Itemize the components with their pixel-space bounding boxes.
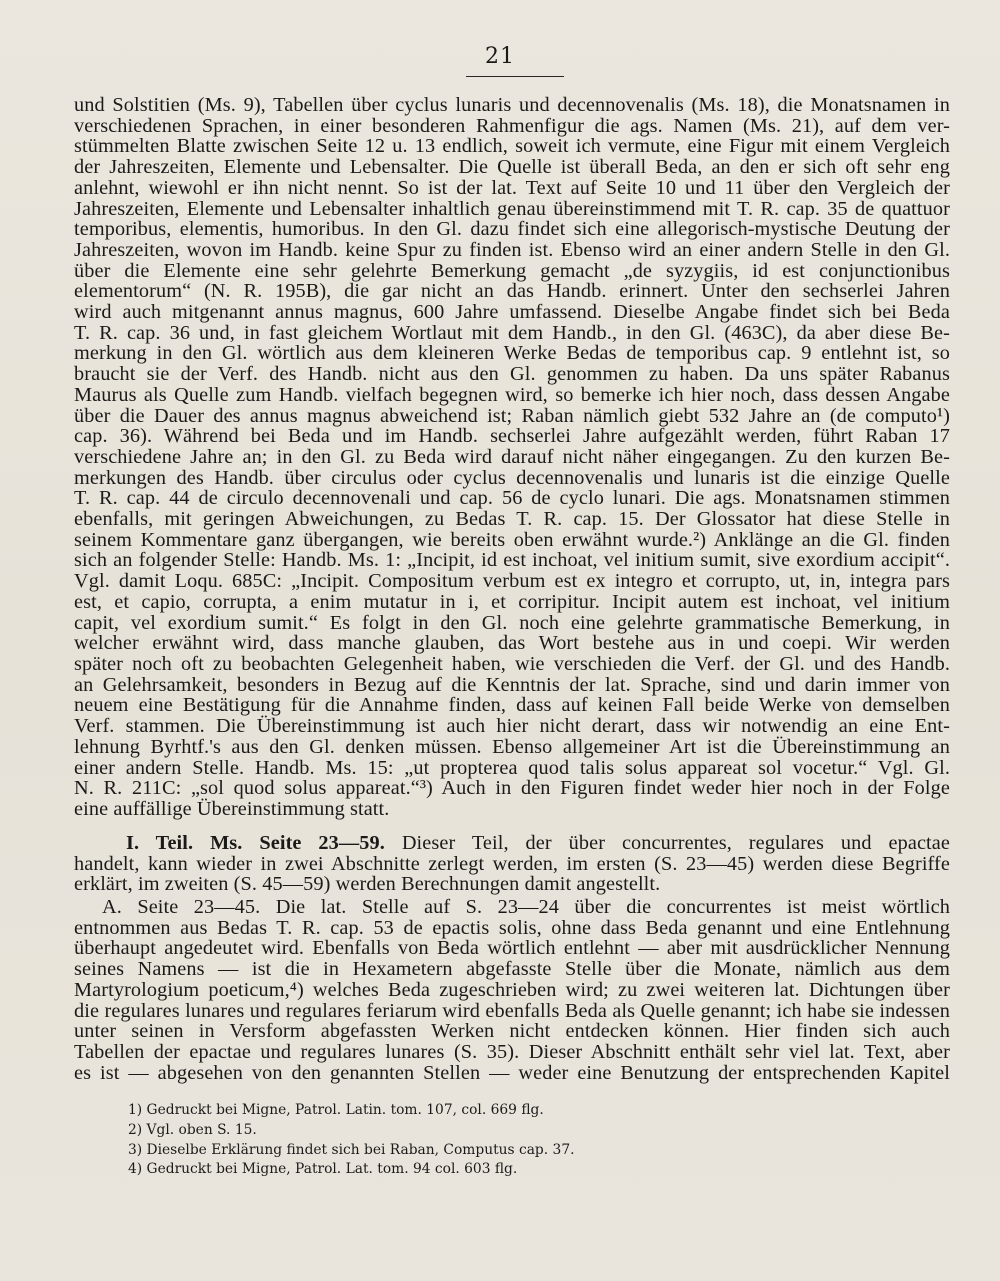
- text-line: die regulares lunares und regulares feriarum wird ebenfalls Beda als Quelle genannt; ich habe sie indessen: [74, 999, 950, 1022]
- text-line: T. R. cap. 36 und, in fast gleichem Wortlaut mit dem Handb., in den Gl. (463C), da aber diese Be-: [74, 321, 950, 344]
- text-line: und Solstitien (Ms. 9), Tabellen über cyclus lunaris und decennovenalis (Ms. 18), die Monatsnamen in: [74, 94, 950, 116]
- footnotes: [128, 1101, 688, 1180]
- footnote: 2) Vgl. oben S. 15.: [128, 1121, 257, 1138]
- text-line: seinem Kommentare ganz übergangen, wie bereits oben erwähnt wurde.²) Anklänge an die Gl. finden: [74, 528, 950, 551]
- text-line: cap. 36). Während bei Beda und im Handb. sechserlei Jahre aufgezählt werden, führt Raban 17: [74, 425, 950, 448]
- text-line: est, et capio, corrupta, a enim mutatur in i, et corripitur. Incipit autem est inchoat, vel initium: [74, 590, 950, 613]
- footnote: 3) Dieselbe Erklärung findet sich bei Raban, Computus cap. 37.: [128, 1141, 575, 1158]
- text-line: merkung in den Gl. wörtlich aus dem kleineren Werke Bedas de temporibus cap. 9 entlehnt ist, so: [74, 342, 950, 365]
- text-line: A. Seite 23—45. Die lat. Stelle auf S. 23—24 über die concurrentes ist meist wörtlich: [102, 896, 950, 918]
- text-line: unter seinen in Versform abgefassten Werken nicht entdecken können. Hier finden sich auch: [74, 1020, 950, 1043]
- text-line: welcher erwähnt wird, dass manche glauben, das Wort bestehe aus in und coepi. Wir werden: [74, 632, 950, 655]
- text-line: ebenfalls, mit geringen Abweichungen, zu Bedas T. R. cap. 15. Der Glossator hat diese Stelle in: [74, 508, 950, 531]
- text-line: braucht sie der Verf. des Handb. nicht aus den Gl. genommen zu haben. Da uns später Rabanus: [74, 363, 950, 386]
- text-line: Verf. stammen. Die Übereinstimmung ist auch hier nicht derart, dass wir notwendig an eine Ent-: [74, 715, 950, 738]
- text-line: Martyrologium poeticum,⁴) welches Beda zugeschrieben wird; zu zwei weiteren lat. Dichtungen über: [74, 978, 950, 1001]
- text-line: elementorum“ (N. R. 195B), die gar nicht an das Handb. erinnert. Unter den sechserlei Jahren: [74, 280, 950, 303]
- text-line: lehnung Byrhtf.'s aus den Gl. denken müssen. Ebenso allgemeiner Art ist die Übereinstimmung an: [74, 735, 950, 758]
- text-line: verschiedene Jahre an; in den Gl. zu Beda wird darauf nicht näher eingegangen. Zu den kurzen Be-: [74, 445, 950, 468]
- text-line: erklärt, im zweiten (S. 45—59) werden Berechnungen damit angestellt.: [74, 873, 661, 896]
- text-line: capit, vel exordium sumit.“ Es folgt in den Gl. noch eine gelehrte grammatische Bemerkung, in: [74, 611, 950, 634]
- paragraph-3: [74, 897, 950, 1083]
- text-line: der Jahreszeiten, Elemente und Lebensalter. Die Quelle ist überall Beda, an den er sich oft sehr eng: [74, 156, 950, 179]
- text-line: es ist — abgesehen von den genannten Stellen — weder eine Benutzung der entsprechenden Kapitel: [74, 1061, 950, 1084]
- text-line: an Gelehrsamkeit, besonders in Bezug auf die Kenntnis der lat. Sprache, sind und darin immer von: [74, 673, 950, 696]
- text-line: seines Namens — ist die in Hexametern abgefasste Stelle über die Monate, nämlich aus dem: [74, 958, 950, 981]
- page-number: 21: [485, 44, 515, 69]
- text-line: über die Elemente eine sehr gelehrte Bemerkung gemacht „de syzygiis, id est conjunctionibus: [74, 259, 950, 282]
- text-line: anlehnt, wiewohl er ihn nicht nennt. So ist der lat. Text auf Seite 10 und 11 über den Vergleich der: [74, 176, 950, 199]
- text-line: sich an folgender Stelle: Handb. Ms. 1: „Incipit, id est inchoat, vel initium sumit, sive exordium accipit“.: [74, 549, 950, 572]
- footnote: 4) Gedruckt bei Migne, Patrol. Lat. tom. 94 col. 603 flg.: [128, 1161, 518, 1178]
- page-number-rule: [466, 76, 564, 77]
- text-line: wird auch mitgenannt annus magnus, 600 Jahre umfassend. Dieselbe Angabe findet sich bei Beda: [74, 301, 950, 324]
- text-line: T. R. cap. 44 de circulo decennovenali und cap. 56 de cyclo lunari. Die ags. Monatsnamen stimmen: [74, 487, 950, 510]
- section-heading-line: [74, 833, 950, 854]
- text-line: eine auffällige Übereinstimmung statt.: [74, 797, 390, 820]
- text-line: über die Dauer des annus magnus abweichend ist; Raban nämlich giebt 532 Jahre an (de computo¹): [74, 404, 950, 427]
- text-line: N. R. 211C: „sol quod solus appareat.“³) Auch in den Figuren findet weder hier noch in der Folge: [74, 777, 950, 800]
- footnote: 1) Gedruckt bei Migne, Patrol. Latin. tom. 107, col. 669 flg.: [128, 1102, 544, 1118]
- text-line: Tabellen der epactae und regulares lunares (S. 35). Dieser Abschnitt enthält sehr viel lat. Text, aber: [74, 1040, 950, 1063]
- paragraph-1: [74, 95, 950, 820]
- text-line: später noch oft zu beobachten Gelegenheit haben, wie verschieden die Verf. der Gl. und des Handb.: [74, 652, 950, 675]
- text-line: Jahreszeiten, Elemente und Lebensalter inhaltlich genau übereinstimmend mit T. R. cap. 35 de quattuor: [74, 197, 950, 220]
- text-line: temporibus, elementis, humoribus. In den Gl. dazu findet sich eine allegorisch-mystische Deutung der: [74, 218, 950, 241]
- text-line: Vgl. damit Loqu. 685C: „Incipit. Compositum verbum est ex integro et corrupto, ut, in, integra pars: [74, 570, 950, 593]
- text-line: handelt, kann wieder in zwei Abschnitte zerlegt werden, im ersten (S. 23—45) werden diese Begriffe: [74, 852, 950, 875]
- section-heading-rest: Dieser Teil, der über concurrentes, regulares und epactae: [401, 832, 950, 854]
- text-line: stümmelten Blatte zwischen Seite 12 u. 13 endlich, soweit ich vermute, eine Figur mit einem Vergleich: [74, 135, 950, 158]
- section-part-1: [74, 833, 950, 895]
- text-line: merkungen des Handb. über circulus oder cyclus decennovenalis und lunaris ist die einzige Quelle: [74, 466, 950, 489]
- text-line: Jahreszeiten, wovon im Handb. keine Spur zu finden ist. Ebenso wird an einer andern Stelle in den Gl.: [74, 238, 950, 261]
- text-line: entnommen aus Bedas T. R. cap. 53 de epactis solis, ohne dass Beda genannt und eine Entlehnung: [74, 916, 950, 939]
- text-line: überhaupt angedeutet wird. Ebenfalls von Beda wörtlich entlehnt — aber mit ausdrücklicher Nennung: [74, 937, 950, 960]
- text-line: einer andern Stelle. Handb. Ms. 15: „ut propterea quod talis solus appareat sol vocetur.“ Vgl. Gl.: [74, 756, 950, 779]
- text-line: Maurus als Quelle zum Handb. vielfach begegnen wird, so bemerke ich hier noch, dass dessen Angabe: [74, 383, 950, 406]
- text-line: neuem eine Bestätigung für die Annahme finden, dass auf keinen Fall beide Werke von demselben: [74, 694, 950, 717]
- section-heading: I. Teil. Ms. Seite 23—59.: [126, 832, 385, 854]
- text-line: verschiedenen Sprachen, in einer besonderen Rahmenfigur die ags. Namen (Ms. 21), auf dem ver-: [74, 114, 950, 137]
